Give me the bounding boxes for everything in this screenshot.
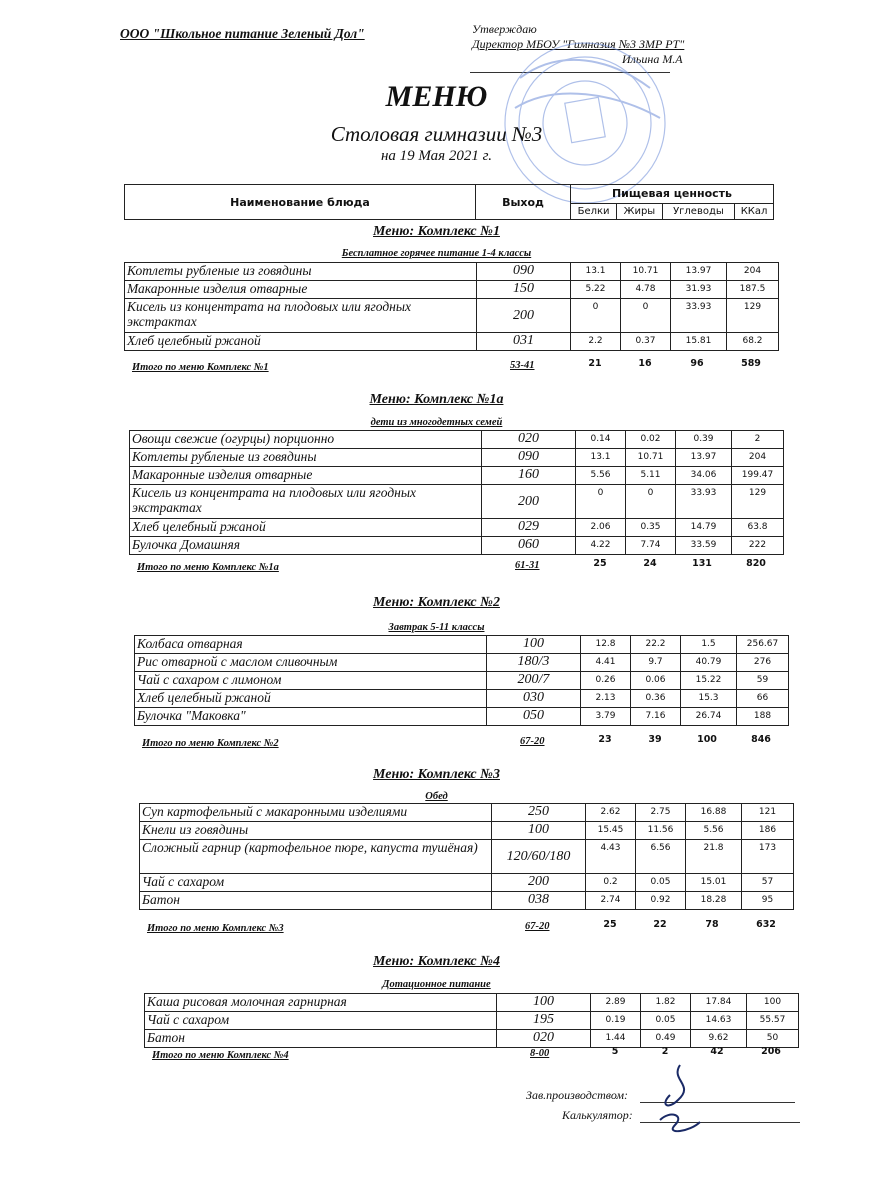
nutrition-value-p: 5.22 <box>571 281 621 299</box>
table-row <box>145 1012 799 1030</box>
total-value-f: 16 <box>638 358 652 369</box>
total-value-f: 39 <box>648 734 662 745</box>
table-row <box>130 431 784 449</box>
nutrition-value-p: 0 <box>576 485 626 519</box>
dish-output: 020 <box>497 1030 591 1048</box>
nutrition-value-f: 4.78 <box>621 281 671 299</box>
nutrition-value-p: 12.8 <box>581 636 631 654</box>
nutrition-value-c: 15.01 <box>686 874 742 892</box>
table-row <box>125 263 779 281</box>
nutrition-value-p: 0.26 <box>581 672 631 690</box>
total-label: Итого по меню Комплекс №4 <box>152 1050 289 1061</box>
total-value-c: 78 <box>705 919 719 930</box>
dish-output: 029 <box>482 519 576 537</box>
section-title: Меню: Комплекс №1 <box>373 224 500 239</box>
section-title: Меню: Комплекс №3 <box>373 767 500 782</box>
nutrition-value-f: 1.82 <box>641 994 691 1012</box>
table-row <box>130 485 784 519</box>
nutrition-value-p: 0.14 <box>576 431 626 449</box>
nutrition-value-f: 0.02 <box>626 431 676 449</box>
menu-table <box>139 803 794 910</box>
nutrition-value-k: 95 <box>742 892 794 910</box>
dish-name: Чай с сахаром <box>145 1012 497 1030</box>
page-subtitle: Столовая гимназии №3 <box>330 122 543 146</box>
nutrition-value-c: 17.84 <box>691 994 747 1012</box>
table-row <box>135 708 789 726</box>
nutrition-value-k: 121 <box>742 804 794 822</box>
dish-name: Котлеты рубленые из говядины <box>130 449 482 467</box>
total-value-p: 25 <box>603 919 617 930</box>
total-value-f: 22 <box>653 919 667 930</box>
total-value-k: 632 <box>756 919 776 930</box>
dish-name: Кисель из концентрата на плодовых или ягодных экстрактах <box>130 485 482 519</box>
nutrition-value-f: 0.05 <box>636 874 686 892</box>
dish-name: Чай с сахаром с лимоном <box>135 672 487 690</box>
dish-output: 200 <box>477 299 571 333</box>
nutrition-value-f: 10.71 <box>621 263 671 281</box>
nutrition-value-f: 0 <box>626 485 676 519</box>
dish-output: 090 <box>482 449 576 467</box>
nutrition-value-p: 13.1 <box>571 263 621 281</box>
nutrition-value-k: 204 <box>727 263 779 281</box>
table-row <box>145 994 799 1012</box>
total-value-k: 206 <box>761 1046 781 1057</box>
col-carbs: Углеводы <box>662 203 734 219</box>
dish-output: 020 <box>482 431 576 449</box>
dish-output: 195 <box>497 1012 591 1030</box>
total-value-c: 131 <box>692 558 712 569</box>
dish-output: 050 <box>487 708 581 726</box>
dish-output: 038 <box>492 892 586 910</box>
dish-output: 120/60/180 <box>492 840 586 874</box>
nutrition-value-p: 2.2 <box>571 333 621 351</box>
nutrition-value-f: 0.37 <box>621 333 671 351</box>
nutrition-value-p: 2.13 <box>581 690 631 708</box>
dish-name: Каша рисовая молочная гарнирная <box>145 994 497 1012</box>
table-row <box>135 690 789 708</box>
nutrition-value-f: 22.2 <box>631 636 681 654</box>
nutrition-value-c: 15.81 <box>671 333 727 351</box>
dish-output: 180/3 <box>487 654 581 672</box>
nutrition-value-k: 55.57 <box>747 1012 799 1030</box>
nutrition-value-f: 7.74 <box>626 537 676 555</box>
total-price: 67-20 <box>525 921 550 932</box>
table-row <box>135 636 789 654</box>
dish-name: Сложный гарнир (картофельное пюре, капуста тушёная) <box>140 840 492 874</box>
column-header <box>124 184 774 220</box>
nutrition-value-k: 188 <box>737 708 789 726</box>
nutrition-value-f: 0.05 <box>641 1012 691 1030</box>
nutrition-value-f: 11.56 <box>636 822 686 840</box>
nutrition-value-k: 204 <box>732 449 784 467</box>
dish-name: Кисель из концентрата на плодовых или ягодных экстрактах <box>125 299 477 333</box>
nutrition-value-p: 0.2 <box>586 874 636 892</box>
dish-name: Булочка "Маковка" <box>135 708 487 726</box>
total-value-k: 589 <box>741 358 761 369</box>
nutrition-value-k: 222 <box>732 537 784 555</box>
dish-name: Котлеты рубленые из говядины <box>125 263 477 281</box>
nutrition-value-c: 1.5 <box>681 636 737 654</box>
nutrition-value-p: 5.56 <box>576 467 626 485</box>
nutrition-value-p: 13.1 <box>576 449 626 467</box>
dish-name: Рис отварной с маслом сливочным <box>135 654 487 672</box>
approve-label: Утверждаю <box>472 22 537 36</box>
dish-name: Макаронные изделия отварные <box>130 467 482 485</box>
total-price: 53-41 <box>510 360 535 371</box>
nutrition-value-p: 0 <box>571 299 621 333</box>
dish-output: 100 <box>497 994 591 1012</box>
nutrition-value-f: 0.35 <box>626 519 676 537</box>
dish-name: Овощи свежие (огурцы) порционно <box>130 431 482 449</box>
table-row <box>130 537 784 555</box>
nutrition-value-c: 16.88 <box>686 804 742 822</box>
total-value-c: 96 <box>690 358 704 369</box>
nutrition-value-p: 2.06 <box>576 519 626 537</box>
total-value-f: 24 <box>643 558 657 569</box>
nutrition-value-c: 9.62 <box>691 1030 747 1048</box>
nutrition-value-c: 21.8 <box>686 840 742 874</box>
total-label: Итого по меню Комплекс №1а <box>137 562 279 573</box>
nutrition-value-c: 33.93 <box>671 299 727 333</box>
menu-table <box>124 262 779 351</box>
table-row <box>140 840 794 874</box>
nutrition-value-p: 1.44 <box>591 1030 641 1048</box>
nutrition-value-f: 2.75 <box>636 804 686 822</box>
menu-table <box>134 635 789 726</box>
col-output: Выход <box>476 185 571 220</box>
dish-output: 060 <box>482 537 576 555</box>
nutrition-value-c: 31.93 <box>671 281 727 299</box>
nutrition-value-k: 66 <box>737 690 789 708</box>
dish-name: Хлеб целебный ржаной <box>125 333 477 351</box>
nutrition-value-k: 129 <box>727 299 779 333</box>
nutrition-value-k: 63.8 <box>732 519 784 537</box>
page-date: на 19 Мая 2021 г. <box>380 148 493 164</box>
section-title: Меню: Комплекс №1а <box>369 392 504 407</box>
total-price: 67-20 <box>520 736 545 747</box>
table-row <box>135 672 789 690</box>
nutrition-value-p: 4.43 <box>586 840 636 874</box>
section-title: Меню: Комплекс №4 <box>373 954 500 969</box>
nutrition-value-k: 256.67 <box>737 636 789 654</box>
dish-name: Хлеб целебный ржаной <box>130 519 482 537</box>
section-subtitle: Обед <box>425 791 448 802</box>
nutrition-value-f: 0.06 <box>631 672 681 690</box>
dish-output: 250 <box>492 804 586 822</box>
table-row <box>130 467 784 485</box>
col-protein: Белки <box>571 203 617 219</box>
dish-output: 030 <box>487 690 581 708</box>
dish-output: 100 <box>487 636 581 654</box>
total-value-k: 820 <box>746 558 766 569</box>
nutrition-value-f: 0.36 <box>631 690 681 708</box>
page-title: МЕНЮ <box>385 80 488 113</box>
approve-role: Директор МБОУ "Гимназия №3 ЗМР РТ" <box>472 37 685 51</box>
nutrition-value-p: 4.41 <box>581 654 631 672</box>
total-value-c: 100 <box>697 734 717 745</box>
dish-name: Кнели из говядины <box>140 822 492 840</box>
organization-name: ООО "Школьное питание Зеленый Дол" <box>120 26 365 41</box>
col-fat: Жиры <box>617 203 663 219</box>
nutrition-value-c: 34.06 <box>676 467 732 485</box>
nutrition-value-c: 40.79 <box>681 654 737 672</box>
table-row <box>125 299 779 333</box>
total-value-p: 23 <box>598 734 612 745</box>
dish-output: 100 <box>492 822 586 840</box>
nutrition-value-c: 33.59 <box>676 537 732 555</box>
section-subtitle: Завтрак 5-11 классы <box>388 622 485 633</box>
nutrition-value-k: 173 <box>742 840 794 874</box>
nutrition-value-c: 0.39 <box>676 431 732 449</box>
nutrition-value-c: 26.74 <box>681 708 737 726</box>
table-row <box>125 281 779 299</box>
nutrition-value-f: 0 <box>621 299 671 333</box>
menu-table <box>129 430 784 555</box>
total-value-k: 846 <box>751 734 771 745</box>
table-row <box>140 804 794 822</box>
nutrition-value-k: 100 <box>747 994 799 1012</box>
dish-name: Батон <box>145 1030 497 1048</box>
dish-name: Суп картофельный с макаронными изделиями <box>140 804 492 822</box>
nutrition-value-k: 57 <box>742 874 794 892</box>
dish-output: 200 <box>492 874 586 892</box>
total-value-c: 42 <box>710 1046 724 1057</box>
nutrition-value-p: 2.89 <box>591 994 641 1012</box>
nutrition-value-f: 10.71 <box>626 449 676 467</box>
total-label: Итого по меню Комплекс №2 <box>142 738 279 749</box>
nutrition-value-f: 0.92 <box>636 892 686 910</box>
production-label: Зав.производством: <box>526 1088 629 1102</box>
nutrition-value-k: 276 <box>737 654 789 672</box>
dish-name: Чай с сахаром <box>140 874 492 892</box>
col-name: Наименование блюда <box>125 185 476 220</box>
nutrition-value-k: 129 <box>732 485 784 519</box>
nutrition-value-c: 13.97 <box>676 449 732 467</box>
table-row <box>140 874 794 892</box>
dish-name: Булочка Домашняя <box>130 537 482 555</box>
table-row <box>135 654 789 672</box>
total-value-p: 5 <box>611 1046 619 1057</box>
nutrition-value-k: 68.2 <box>727 333 779 351</box>
dish-output: 200 <box>482 485 576 519</box>
nutrition-value-c: 15.3 <box>681 690 737 708</box>
approve-name: Ильина М.А <box>622 52 683 66</box>
total-value-f: 2 <box>661 1046 669 1057</box>
dish-output: 200/7 <box>487 672 581 690</box>
total-label: Итого по меню Комплекс №1 <box>132 362 269 373</box>
total-value-p: 25 <box>593 558 607 569</box>
nutrition-value-k: 199.47 <box>732 467 784 485</box>
dish-name: Хлеб целебный ржаной <box>135 690 487 708</box>
nutrition-value-f: 6.56 <box>636 840 686 874</box>
nutrition-value-p: 4.22 <box>576 537 626 555</box>
nutrition-value-c: 15.22 <box>681 672 737 690</box>
section-subtitle: Бесплатное горячее питание 1-4 классы <box>341 248 532 259</box>
dish-output: 160 <box>482 467 576 485</box>
section-subtitle: дети из многодетных семей <box>370 417 503 428</box>
total-price: 8-00 <box>530 1048 550 1059</box>
dish-output: 031 <box>477 333 571 351</box>
nutrition-value-p: 15.45 <box>586 822 636 840</box>
dish-name: Макаронные изделия отварные <box>125 281 477 299</box>
nutrition-value-c: 5.56 <box>686 822 742 840</box>
nutrition-value-f: 7.16 <box>631 708 681 726</box>
nutrition-value-c: 13.97 <box>671 263 727 281</box>
section-title: Меню: Комплекс №2 <box>373 595 500 610</box>
nutrition-value-k: 50 <box>747 1030 799 1048</box>
nutrition-value-c: 14.63 <box>691 1012 747 1030</box>
dish-output: 150 <box>477 281 571 299</box>
nutrition-value-p: 2.74 <box>586 892 636 910</box>
table-row <box>130 449 784 467</box>
nutrition-value-k: 2 <box>732 431 784 449</box>
table-row <box>140 822 794 840</box>
nutrition-value-c: 14.79 <box>676 519 732 537</box>
table-row <box>140 892 794 910</box>
nutrition-value-k: 187.5 <box>727 281 779 299</box>
dish-name: Батон <box>140 892 492 910</box>
total-value-p: 21 <box>588 358 602 369</box>
nutrition-value-k: 59 <box>737 672 789 690</box>
col-kcal: ККал <box>735 203 774 219</box>
dish-name: Колбаса отварная <box>135 636 487 654</box>
nutrition-value-f: 9.7 <box>631 654 681 672</box>
nutrition-value-p: 0.19 <box>591 1012 641 1030</box>
table-row <box>125 333 779 351</box>
nutrition-value-c: 33.93 <box>676 485 732 519</box>
total-price: 61-31 <box>515 560 540 571</box>
table-row <box>145 1030 799 1048</box>
section-subtitle: Дотационное питание <box>382 979 491 990</box>
signature-icon <box>640 1060 710 1140</box>
nutrition-value-f: 0.49 <box>641 1030 691 1048</box>
menu-table <box>144 993 799 1048</box>
nutrition-value-p: 2.62 <box>586 804 636 822</box>
nutrition-value-f: 5.11 <box>626 467 676 485</box>
nutrition-value-k: 186 <box>742 822 794 840</box>
nutrition-value-p: 3.79 <box>581 708 631 726</box>
table-row <box>130 519 784 537</box>
calculator-label: Калькулятор: <box>562 1108 633 1122</box>
nutrition-value-c: 18.28 <box>686 892 742 910</box>
dish-output: 090 <box>477 263 571 281</box>
total-label: Итого по меню Комплекс №3 <box>147 923 284 934</box>
col-nutrition: Пищевая ценность <box>571 185 774 204</box>
